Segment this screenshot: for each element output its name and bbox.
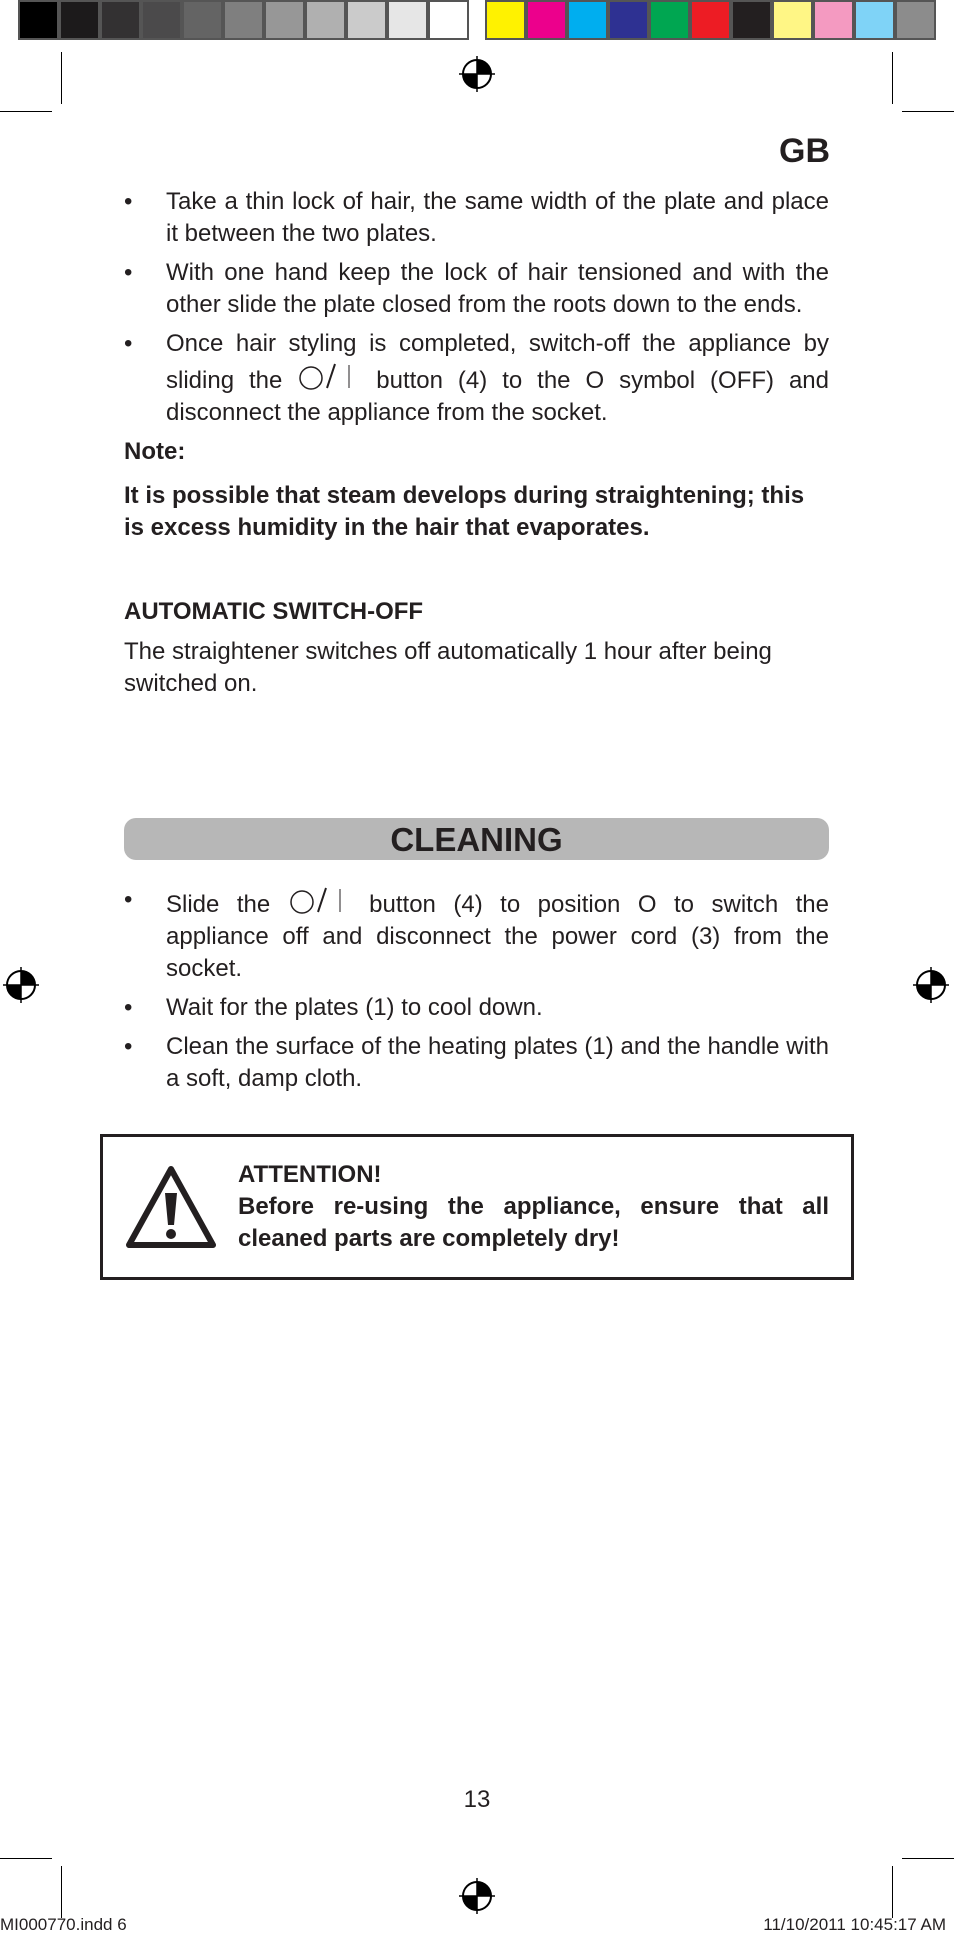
auto-switch-off-text: The straightener switches off automatically 1 hour after being switched on. <box>124 638 772 697</box>
color-swatch <box>526 0 567 40</box>
crop-mark <box>0 111 52 112</box>
color-swatch <box>608 0 649 40</box>
list-item-text: button (4) to the O symbol (OFF) and disconnect the appliance from the socket. <box>166 367 830 426</box>
list-item-text: Once hair styling is completed, switch-off the appliance by sliding the <box>166 330 829 394</box>
language-code: GB <box>779 132 830 170</box>
color-swatch <box>772 0 813 40</box>
registration-mark-icon <box>459 1878 495 1914</box>
process-color-bar <box>485 0 936 44</box>
main-content <box>124 186 829 1102</box>
color-swatch <box>690 0 731 40</box>
color-swatch <box>387 0 428 40</box>
color-swatch <box>485 0 526 40</box>
crop-mark <box>61 1866 62 1918</box>
registration-mark-icon <box>459 56 495 92</box>
color-swatch <box>141 0 182 40</box>
color-swatch <box>649 0 690 40</box>
crop-mark <box>902 1858 954 1859</box>
file-slug: MI000770.indd 6 <box>0 1915 127 1934</box>
color-swatch <box>305 0 346 40</box>
registration-mark-icon <box>3 967 39 1003</box>
color-swatch <box>18 0 59 40</box>
cleaning-bullet-list <box>124 884 829 1095</box>
color-swatch <box>100 0 141 40</box>
color-swatch <box>264 0 305 40</box>
page-number: 13 <box>463 1786 491 1813</box>
cleaning-section-heading: CLEANING <box>124 818 829 860</box>
crop-mark <box>892 52 893 104</box>
color-swatch <box>59 0 100 40</box>
note-heading: Note: <box>124 438 186 465</box>
power-switch-icon <box>297 360 361 390</box>
crop-mark <box>902 111 954 112</box>
crop-mark <box>892 1866 893 1918</box>
color-swatch <box>854 0 895 40</box>
power-switch-icon <box>288 884 352 914</box>
attention-body: Before re-using the appliance, ensure that all cleaned parts are completely dry! <box>238 1193 829 1252</box>
list-item <box>124 884 829 985</box>
warning-triangle-icon <box>123 1163 219 1251</box>
grayscale-color-bar <box>18 0 469 44</box>
crop-mark <box>61 52 62 104</box>
crop-mark <box>0 1858 52 1859</box>
list-item: • Take a thin lock of hair, the same width of the plate and place it between the two plates. <box>124 186 829 250</box>
attention-title: ATTENTION! <box>238 1161 382 1188</box>
list-item: • Wait for the plates (1) to cool down. <box>124 992 829 1024</box>
attention-box <box>100 1134 854 1280</box>
list-item: • Clean the surface of the heating plates (1) and the handle with a soft, damp cloth. <box>124 1031 829 1095</box>
color-swatch <box>346 0 387 40</box>
registration-mark-icon <box>913 967 949 1003</box>
intro-bullet-list <box>124 186 829 429</box>
color-swatch <box>428 0 469 40</box>
color-swatch <box>895 0 936 40</box>
list-item-text: Slide the <box>166 891 271 918</box>
list-item-text: button (4) to position O to switch the appliance off and disconnect the power cord (3) from the socket. <box>166 891 830 982</box>
list-item <box>124 328 829 429</box>
color-swatch <box>567 0 608 40</box>
auto-switch-off-heading: AUTOMATIC SWITCH-OFF <box>124 598 424 625</box>
color-swatch <box>731 0 772 40</box>
attention-text <box>238 1159 829 1255</box>
color-swatch <box>813 0 854 40</box>
print-timestamp: 11/10/2011 10:45:17 AM <box>763 1915 946 1934</box>
color-swatch <box>182 0 223 40</box>
color-swatch <box>223 0 264 40</box>
note-body: It is possible that steam develops during straightening; this is excess humidity in the hair that evaporates. <box>124 482 805 541</box>
list-item: • With one hand keep the lock of hair tensioned and with the other slide the plate closed from the roots down to the ends. <box>124 257 829 321</box>
